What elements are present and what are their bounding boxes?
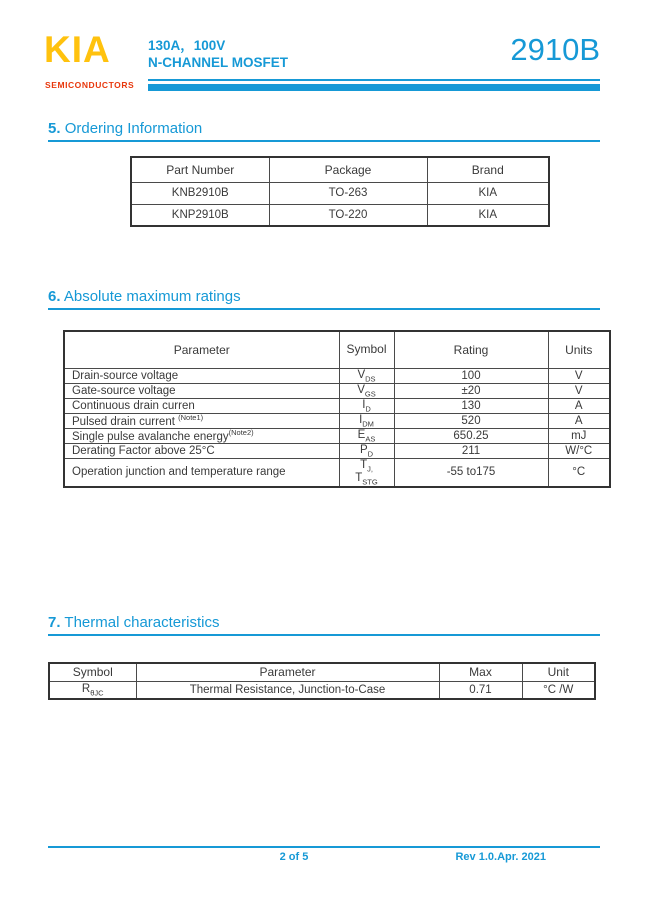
table-row — [64, 413, 610, 428]
rating-cell: -55 to175 — [394, 458, 548, 487]
section-title: Thermal characteristics — [64, 614, 220, 631]
symbol-subscript: STG — [362, 477, 378, 487]
package-cell: TO-263 — [269, 182, 427, 204]
units-cell: mJ — [548, 428, 610, 443]
rating-cell: ±20 — [394, 383, 548, 398]
parameter-text: Derating Factor above 25°C — [72, 444, 215, 457]
table-header-row — [64, 331, 610, 368]
column-header: Units — [548, 331, 610, 368]
units-cell: V — [548, 383, 610, 398]
symbol-cell — [339, 383, 394, 398]
symbol-cell — [339, 458, 394, 487]
parameter-note: (Note1) — [178, 413, 204, 422]
symbol-base: T — [360, 458, 368, 471]
column-header: Unit — [522, 663, 595, 681]
parameter-text: Drain-source voltage — [72, 369, 179, 382]
symbol-base: P — [359, 443, 368, 456]
column-header: Symbol — [339, 331, 394, 368]
parameter-cell — [64, 413, 339, 428]
parameter-text: Pulsed drain current — [72, 415, 179, 428]
column-header: Package — [269, 157, 427, 182]
symbol-subscript: θJC — [90, 688, 104, 698]
part-number-cell: KNB2910B — [131, 182, 269, 204]
section-number: 5. — [48, 120, 61, 137]
symbol-base: E — [357, 428, 366, 441]
revision-label: Rev 1.0.Apr. 2021 — [455, 851, 546, 863]
footer-divider — [48, 846, 600, 848]
units-cell: A — [548, 398, 610, 413]
column-header: Rating — [394, 331, 548, 368]
symbol-base: V — [357, 383, 365, 396]
symbol-cell — [49, 681, 136, 699]
parameter-cell — [64, 398, 339, 413]
column-header: Parameter — [64, 331, 339, 368]
section-number: 6. — [48, 288, 61, 305]
section-heading-ratings — [48, 288, 241, 305]
parameter-cell — [64, 458, 339, 487]
symbol-base: T — [355, 472, 363, 485]
device-spec-line1: 130A，100V — [148, 38, 226, 53]
device-spec — [148, 37, 288, 71]
parameter-cell — [64, 428, 339, 443]
symbol-base: V — [357, 368, 366, 381]
rating-cell: 100 — [394, 368, 548, 383]
section-rule — [48, 308, 600, 310]
column-header: Parameter — [136, 663, 439, 681]
ratings-table — [63, 330, 611, 488]
rating-cell: 130 — [394, 398, 548, 413]
section-title: Absolute maximum ratings — [63, 288, 241, 305]
section-rule — [48, 140, 600, 142]
package-cell: TO-220 — [269, 204, 427, 226]
symbol-cell — [339, 368, 394, 383]
symbol-subscript: D — [367, 448, 374, 458]
symbol-line — [342, 472, 392, 486]
table-row — [64, 443, 610, 458]
symbol-cell — [339, 398, 394, 413]
units-cell: °C — [548, 458, 610, 487]
rating-cell: 650.25 — [394, 428, 548, 443]
column-header: Brand — [427, 157, 549, 182]
page-indicator: 2 of 5 — [279, 851, 309, 863]
table-row — [64, 458, 610, 487]
max-cell: 0.71 — [439, 681, 522, 699]
column-header: Symbol — [49, 663, 136, 681]
kia-logo: KIA — [44, 29, 111, 70]
parameter-cell: Thermal Resistance, Junction-to-Case — [136, 681, 439, 699]
parameter-text: Single pulse avalanche energy — [72, 430, 229, 443]
table-header-row — [131, 157, 549, 182]
parameter-cell — [64, 443, 339, 458]
parameter-cell — [64, 368, 339, 383]
parameter-text: Gate-source voltage — [72, 384, 176, 397]
symbol-base: I — [362, 398, 366, 411]
parameter-note: (Note2) — [228, 428, 254, 437]
header-divider-thin — [148, 79, 600, 81]
symbol-subscript: DM — [362, 418, 374, 428]
table-row — [64, 398, 610, 413]
parameter-text: Operation junction and temperature range — [72, 466, 286, 479]
brand-cell: KIA — [427, 182, 549, 204]
symbol-subscript: GS — [364, 388, 376, 398]
logo-subtitle: SEMICONDUCTORS — [45, 80, 135, 90]
ordering-table — [130, 156, 550, 227]
table-row — [131, 182, 549, 204]
table-row — [64, 368, 610, 383]
part-number-cell: KNP2910B — [131, 204, 269, 226]
units-cell: A — [548, 413, 610, 428]
rating-cell: 211 — [394, 443, 548, 458]
unit-cell: °C /W — [522, 681, 595, 699]
symbol-subscript: DS — [365, 373, 376, 383]
header-divider-thick — [148, 84, 600, 91]
symbol-cell — [339, 413, 394, 428]
column-header: Part Number — [131, 157, 269, 182]
section-rule — [48, 634, 600, 636]
symbol-base: I — [359, 413, 363, 426]
device-spec-line2: N-CHANNEL MOSFET — [148, 55, 288, 70]
units-cell: W/°C — [548, 443, 610, 458]
part-number-title: 2910B — [510, 32, 600, 67]
symbol-cell — [339, 428, 394, 443]
parameter-cell — [64, 383, 339, 398]
rating-cell: 520 — [394, 413, 548, 428]
symbol-subscript: J, — [367, 463, 373, 473]
parameter-text: Continuous drain curren — [72, 399, 195, 412]
brand-cell: KIA — [427, 204, 549, 226]
table-row — [64, 383, 610, 398]
symbol-line — [342, 459, 392, 473]
section-heading-ordering — [48, 120, 202, 137]
table-row — [131, 204, 549, 226]
table-header-row — [49, 663, 595, 681]
section-title: Ordering Information — [64, 120, 203, 137]
symbol-cell — [339, 443, 394, 458]
symbol-base: R — [81, 682, 91, 695]
table-row — [49, 681, 595, 699]
column-header: Max — [439, 663, 522, 681]
table-row — [64, 428, 610, 443]
symbol-subscript: AS — [365, 433, 376, 443]
units-cell: V — [548, 368, 610, 383]
thermal-table — [48, 662, 596, 700]
section-heading-thermal — [48, 614, 219, 631]
section-number: 7. — [48, 614, 61, 631]
symbol-subscript: D — [365, 403, 371, 413]
